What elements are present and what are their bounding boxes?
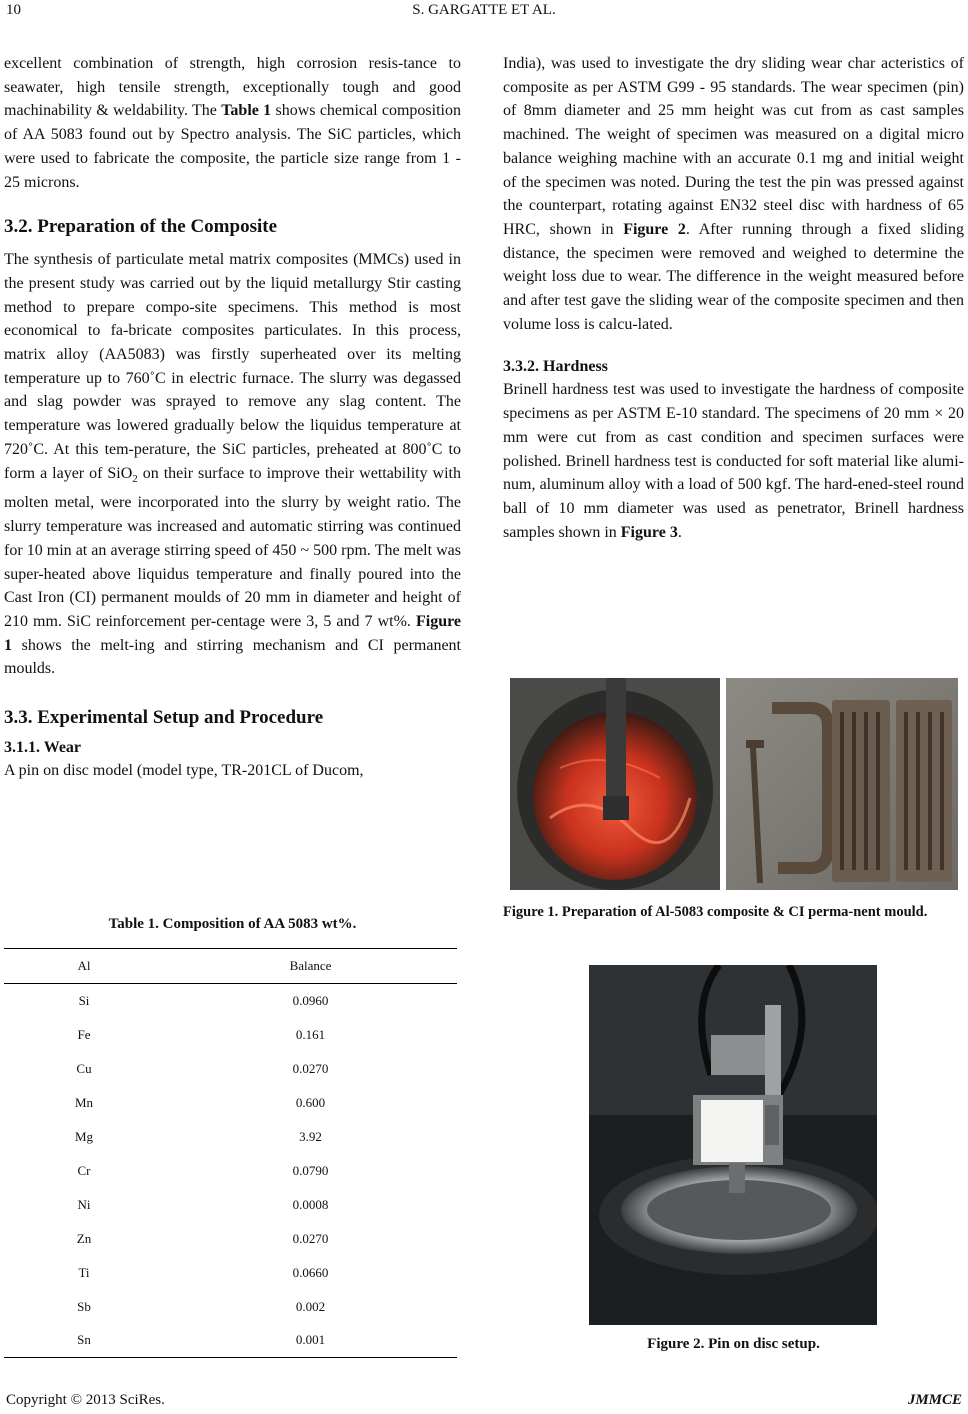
section-3-1-1-heading: 3.1.1. Wear (4, 739, 82, 757)
table-cell-value: 3.92 (299, 1128, 322, 1144)
wear-paragraph-continued: India), was used to investigate the dry sliding wear char acteristics of composite as per ASTM G99 - 95 standards. The wear specimen (pin) of 8mm diameter and 25 mm height was cut from as cast samples machined. The weight of specimen was measured on a digital micro balance weighing machine with an accurate 0.1 mg and initial weight of the specimen was noted. During the test the pin was pressed against the counterpart, rotating against EN32 steel disc with hardness of 65 HRC, shown in Figure 2. After running through a fixed sliding distance, the specimen were removed and weighed to determine the weight loss due to wear. The difference in the weight measured before and after test gave the sliding wear of the composite specimen and then volume loss is calcu-lated. (503, 55, 964, 333)
table-cell-value: 0.161 (295, 1026, 326, 1042)
table-row (4, 1188, 457, 1222)
table-cell-element: Mn (74, 1094, 94, 1110)
section-3-3-heading: 3.3. Experimental Setup and Procedure (4, 707, 324, 729)
table-row (4, 984, 457, 1018)
table-cell-element: Cr (77, 1162, 91, 1178)
table-row (4, 1120, 457, 1154)
hardness-paragraph: Brinell hardness test was used to investigate the hardness of composite specimens as per ASTM E-10 standard. The specimens of 20 mm × 20 mm were cut from as cast condition and specimen surfaces were polished. Brinell hardness test is conducted for soft material like alumi-num, aluminum alloy with a load of 500 kgf. The hard-ened-steel round ball of 10 mm diameter was used as penetrator, Brinell hardness samples shown in Figure 3. (503, 381, 964, 541)
figure-1-image (510, 678, 958, 890)
left-column (4, 52, 461, 783)
table-cell-value: 0.0008 (292, 1196, 329, 1212)
table-cell-element: Al (4, 949, 164, 984)
figure-3-reference[interactable]: Figure 3 (620, 523, 678, 541)
figure-2-image (589, 965, 877, 1325)
table-cell-element: Si (78, 992, 90, 1008)
table-cell-element: Fe (77, 1026, 91, 1042)
table-row (4, 1086, 457, 1120)
table-cell-value: 0.0790 (292, 1162, 329, 1178)
section-3-2-paragraph: The synthesis of particulate metal matrix composites (MMCs) used in the present study was carried out by the liquid metallurgy Stir casting method to prepare compo-site specimens. This method is most economical to fa-bricate composites particulates. In this process, matrix alloy (AA5083) was firstly superheated over its melting temperature up to 760˚C in electric furnace. The slurry was degassed and slag powder was sprayed to remove any slag content. The temperature was lowered gradually below the liquidus temperature at 720˚C. At this tem-perature, the SiC particles, preheated at 800˚C to form a layer of SiO$_2$ on their surface to improve their wettability with molten metal, were incorporated into the slurry by weight ratio. The slurry temperature was increased and automatic stirring was continued for 10 min at an average stirring speed of 450 ~ 500 rpm. The melt was super-heated above liquidus temperature and finally poured into the Cast Iron (CI) permanent moulds of 20 mm in diameter and height of 210 mm. SiC reinforcement per-centage were 3, 5 and 7 wt%. Figure 1 shows the melt-ing and stirring mechanism and CI permanent moulds. (4, 251, 461, 678)
footer-copyright: Copyright © 2013 SciRes. (6, 1392, 165, 1408)
table-cell-value: 0.0660 (292, 1264, 329, 1280)
table-row (4, 1324, 457, 1358)
table-cell-element: Mg (74, 1128, 94, 1144)
table-row (4, 1256, 457, 1290)
table-cell-value: 0.0270 (292, 1060, 329, 1076)
pin-on-disc-photo (589, 965, 877, 1325)
table-1-reference[interactable]: Table 1 (221, 102, 272, 120)
table-row (4, 1222, 457, 1256)
table-row (4, 1290, 457, 1324)
table-row (4, 1154, 457, 1188)
table-cell-value: 0.0960 (292, 992, 329, 1008)
table-cell-value: 0.002 (295, 1298, 326, 1314)
table-cell-element: Sn (4, 1324, 164, 1358)
wear-paragraph-start: A pin on disc model (model type, TR-201CL of Ducom, (4, 762, 364, 780)
figure-1-reference[interactable]: Figure 1 (4, 612, 461, 654)
table-cell-element: Zn (76, 1230, 92, 1246)
page-number: 10 (6, 2, 21, 18)
mould-photo (726, 678, 958, 890)
figure-2-reference[interactable]: Figure 2 (623, 220, 686, 238)
footer-journal: JMMCE (907, 1392, 962, 1408)
table-cell-element: Ti (78, 1264, 90, 1280)
section-3-2-heading: 3.2. Preparation of the Composite (4, 216, 278, 238)
intro-paragraph: excellent combination of strength, high corrosion resis-tance to seawater, high tensile strength, exceptionally tough and good machinability & weldability. The Table 1 shows chemical composition of AA 5083 found out by Spectro analysis. The SiC particles, which were used to fabricate the composite, the particle size range from 1 - 25 microns. (4, 55, 461, 191)
right-column (503, 52, 964, 544)
running-header-authors: S. GARGATTE ET AL. (412, 2, 556, 18)
table-cell-element: Ni (77, 1196, 91, 1212)
table-cell-value: 0.0270 (292, 1230, 329, 1246)
figure-1-caption: Figure 1. Preparation of Al-5083 composite & CI perma-nent mould. (503, 904, 928, 920)
crucible-photo (510, 678, 720, 890)
table-cell-element: Sb (77, 1298, 91, 1314)
table-row (4, 1018, 457, 1052)
table-1-caption: Table 1. Composition of AA 5083 wt%. (108, 916, 357, 932)
composition-table (4, 948, 457, 1358)
section-3-3-2-heading: 3.3.2. Hardness (503, 358, 608, 376)
table-cell-value: 0.001 (164, 1324, 457, 1358)
table-header-row (4, 949, 457, 984)
table-cell-element: Cu (76, 1060, 92, 1076)
table-cell-value: Balance (164, 949, 457, 984)
table-cell-value: 0.600 (295, 1094, 326, 1110)
figure-2-caption: Figure 2. Pin on disc setup. (647, 1336, 820, 1352)
table-row (4, 1052, 457, 1086)
